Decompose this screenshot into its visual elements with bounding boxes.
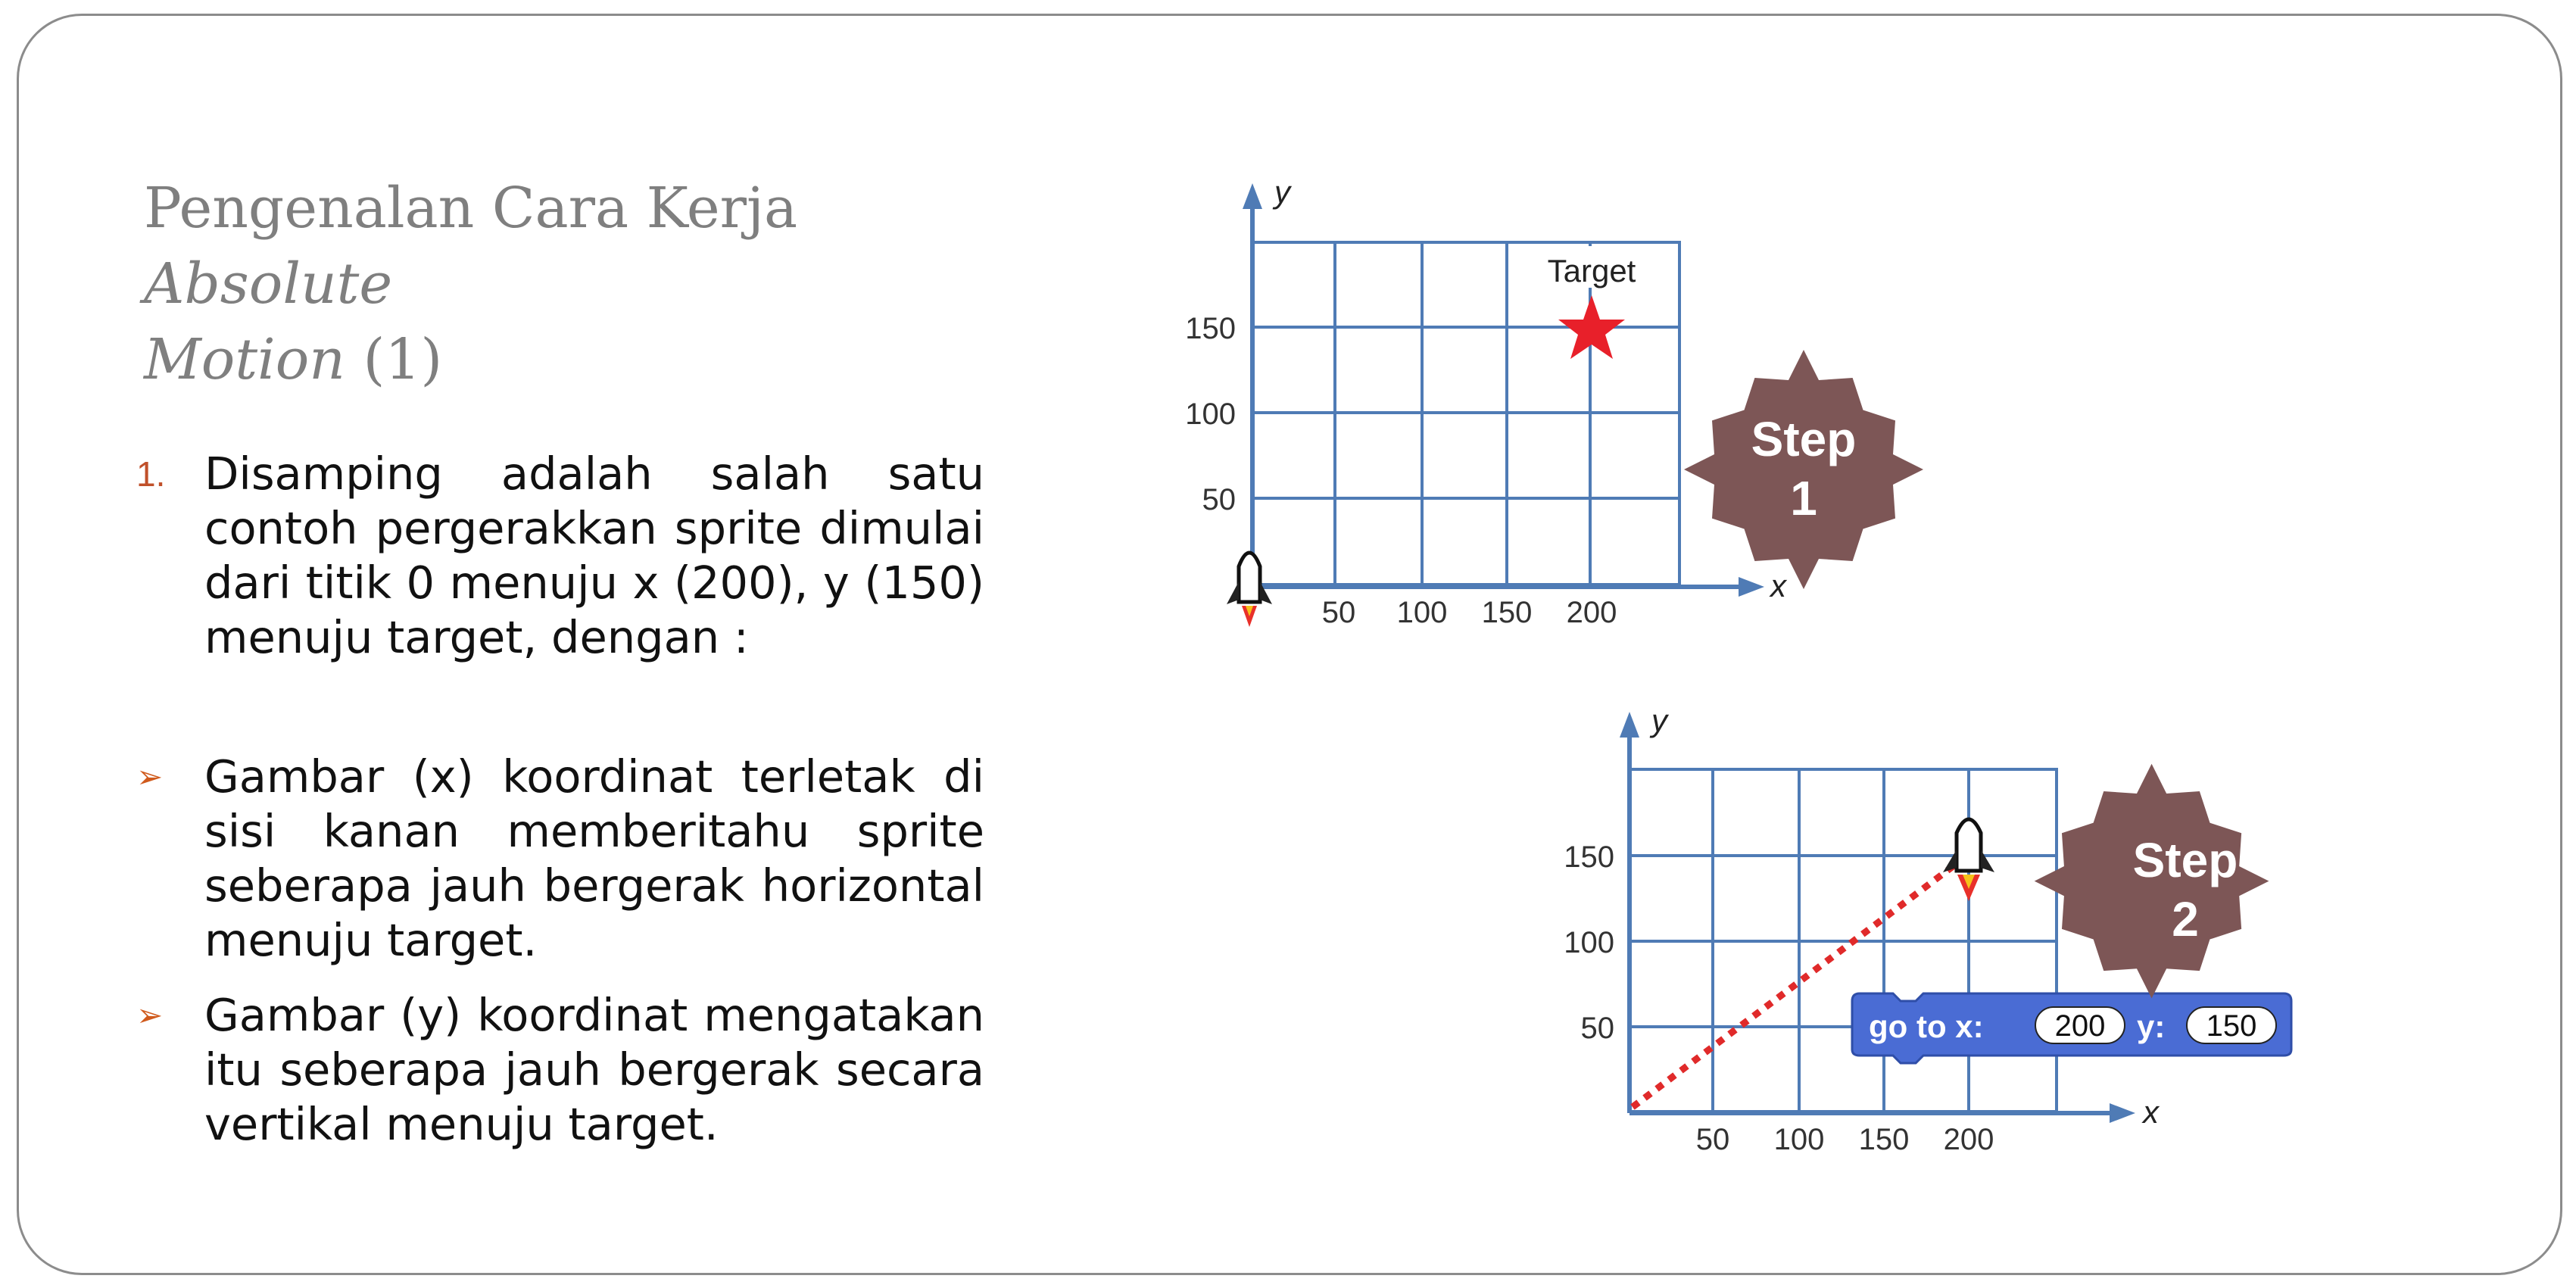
rocket-sprite-icon <box>1227 553 1272 627</box>
x-tick: 200 <box>1566 596 1617 629</box>
go-to-block <box>1852 993 2291 1063</box>
x-tick-labels <box>1696 1123 1994 1156</box>
step-2-word: Step <box>2132 833 2238 887</box>
step-1-word: Step <box>1751 412 1857 466</box>
step-1-number: 1 <box>1790 471 1817 525</box>
title-text: Pengenalan Cara Kerja <box>144 176 798 241</box>
title-italic-absolute: Absolute <box>144 251 393 317</box>
rocket-sprite-icon <box>1943 819 1994 901</box>
x-tick: 150 <box>1481 596 1533 629</box>
movement-path <box>1633 860 1961 1107</box>
y-tick: 50 <box>1580 1012 1614 1045</box>
y-axis-label: y <box>1274 174 1290 210</box>
x-tick: 100 <box>1396 596 1448 629</box>
x-tick: 150 <box>1858 1123 1910 1156</box>
y-tick: 100 <box>1564 926 1614 959</box>
axes <box>1243 183 1764 597</box>
bullet-arrow-icon: ➢ <box>136 996 164 1034</box>
block-y-value: 150 <box>2206 1009 2257 1043</box>
block-go-to-label: go to x: <box>1869 1009 1984 1044</box>
block-x-value: 200 <box>2054 1009 2106 1043</box>
item-1-text: Disamping adalah salah satu contoh pergerakkan sprite dimulai dari titik 0 menuju x (200), y (150) menuju target, dengan : <box>204 448 984 663</box>
step-2-number: 2 <box>2172 892 2199 947</box>
x-axis-label: x <box>1770 568 1786 603</box>
slide-title <box>144 170 1022 398</box>
x-tick: 200 <box>1943 1123 1994 1156</box>
step-2-badge <box>2035 764 2269 999</box>
y-tick-labels <box>1185 312 1236 516</box>
title-italic-motion: Motion <box>144 327 345 392</box>
x-tick: 100 <box>1773 1123 1825 1156</box>
bullet-2-text: Gambar (y) koordinat mengatakan itu seberapa jauh bergerak secara vertikal menuju target. <box>204 989 984 1150</box>
title-suffix: (1) <box>345 327 443 392</box>
diagram-step-2 <box>1514 681 2347 1174</box>
y-tick: 100 <box>1185 398 1236 431</box>
item-number-marker: 1. <box>136 454 166 494</box>
x-axis-label: x <box>2143 1094 2159 1130</box>
y-tick-labels <box>1564 840 1614 1045</box>
x-tick: 50 <box>1321 596 1356 629</box>
target-label: Target <box>1547 253 1636 288</box>
y-tick: 150 <box>1185 312 1236 345</box>
y-axis-label: y <box>1651 703 1667 738</box>
bullet-arrow-icon: ➢ <box>136 758 164 795</box>
diagram-step-1 <box>1136 167 1857 651</box>
x-tick-labels <box>1322 596 1617 629</box>
x-tick: 50 <box>1695 1123 1730 1156</box>
y-tick: 150 <box>1564 840 1614 874</box>
bullet-1-text: Gambar (x) koordinat terletak di sisi kanan memberitahu sprite seberapa jauh bergerak horizontal menuju target. <box>204 750 984 966</box>
y-tick: 50 <box>1202 483 1236 516</box>
grid-lines <box>1252 242 1679 585</box>
block-y-label: y: <box>2137 1009 2166 1044</box>
